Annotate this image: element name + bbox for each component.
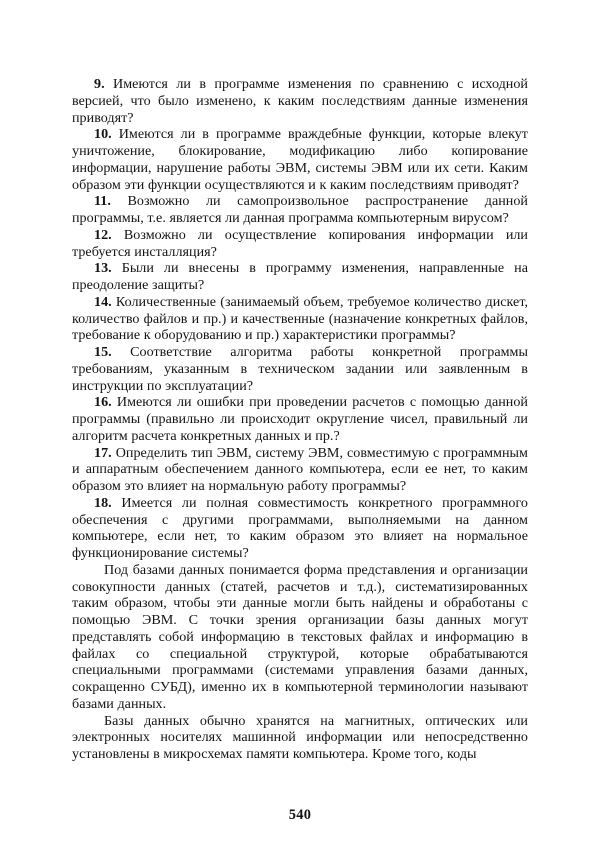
page-number: 540	[288, 807, 312, 823]
item-text: Определить тип ЭВМ, систему ЭВМ, совместимую с программным и аппаратным обеспечением данного компьютера, если ее нет, то каким образом это влияет на нормальную работу программы?	[72, 444, 528, 494]
item-number: 17.	[94, 444, 112, 461]
item-number: 13.	[94, 260, 112, 277]
item-number: 11.	[94, 193, 111, 210]
numbered-item	[72, 394, 528, 444]
page-text-column	[72, 76, 528, 763]
numbered-item	[72, 227, 528, 261]
item-number: 12.	[94, 226, 112, 243]
item-text: Были ли внесены в программу изменения, направленные на преодоление защиты?	[72, 260, 528, 293]
item-text: Имеется ли полная совместимость конкретного программного обеспечения с другими программами, выполняемыми на данном компьютере, если нет, то каким образом это влияет на нормальное функционирование системы?	[72, 494, 528, 561]
item-text: Количественные (занимаемый объем, требуемое количество дискет, количество файлов и пр.) и качественные (назначение конкретных файлов, требование к оборудованию и пр.) характеристики программы?	[72, 293, 528, 344]
numbered-item	[72, 344, 528, 394]
item-number: 14.	[94, 293, 112, 310]
body-paragraph: Под базами данных понимается форма представления и организации совокупности данных (статей, расчетов и т.д.), систематизированных таким образом, чтобы эти данные могли быть найдены и обработаны с помощью ЭВМ. С точки зрения организации базы данных могут представлять собой информацию в текстовых файлах и информацию в файлах со специальной структурой, которые обрабатываются специальными программами (системами управления базами данных, сокращенно СУБД), именно их в компьютерной терминологии называют базами данных.	[72, 561, 528, 712]
numbered-item	[72, 126, 528, 193]
item-number: 9.	[94, 76, 105, 92]
numbered-item	[72, 294, 528, 344]
item-number: 16.	[94, 394, 112, 411]
item-text: Имеются ли в программе изменения по сравнению с исходной версией, что было изменено, к каким последствиям данные изменения приводят?	[72, 76, 528, 126]
item-number: 15.	[94, 344, 112, 360]
numbered-item	[72, 445, 528, 495]
item-text: Имеются ли ошибки при проведении расчетов с помощью данной программы (правильно ли происходит округление чисел, правильный ли алгоритм расчета конкретных данных и пр.?	[72, 394, 528, 444]
numbered-item	[72, 76, 528, 126]
numbered-item	[72, 193, 528, 227]
numbered-item	[72, 260, 528, 294]
item-text: Соответствие алгоритма работы конкретной программы требованиям, указанным в техническом задании или заявленным в инструкции по эксплуатации?	[72, 344, 528, 394]
item-text: Возможно ли осуществление копирования информации или требуется инсталляция?	[72, 226, 528, 260]
item-number: 10.	[94, 126, 112, 143]
numbered-item	[72, 495, 528, 562]
body-paragraph: Базы данных обычно хранятся на магнитных, оптических или электронных носителях машинной информации или непосредственно установлены в микросхемах памяти компьютера. Кроме того, коды	[72, 712, 528, 762]
item-text: Возможно ли самопроизвольное распространение данной программы, т.е. является ли данная программа компьютерным вирусом?	[72, 193, 528, 226]
item-text: Имеются ли в программе враждебные функции, которые влекут уничтожение, блокирование, модификацию либо копирование информации, нарушение работы ЭВМ, системы ЭВМ или их сети. Каким образом эти функции осуществляются и к каким последствиям приводят?	[72, 126, 528, 193]
item-number: 18.	[94, 494, 112, 511]
